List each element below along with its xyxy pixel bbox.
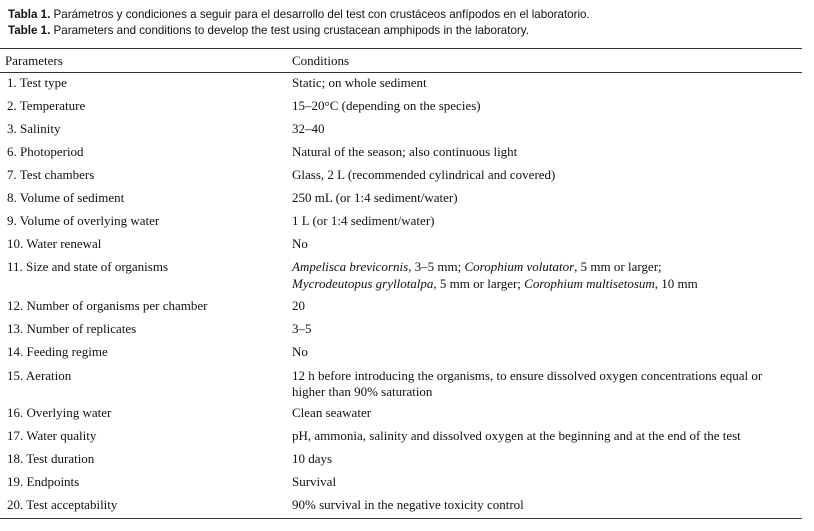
caption-english — [8, 23, 590, 39]
param-cell: 7. Test chambers — [7, 166, 95, 182]
condition-cell: Clean seawater — [292, 404, 372, 420]
caption-spanish — [8, 7, 590, 23]
param-cell: 1. Test type — [7, 75, 67, 90]
param-cell: 14. Feeding regime — [7, 344, 108, 360]
table-row — [0, 426, 802, 449]
condition-cell-organisms — [292, 257, 802, 292]
table-row — [0, 165, 802, 188]
species-name: Mycrodeutopus gryllotalpa — [292, 275, 434, 291]
species-name: Corophium multisetosum — [524, 275, 655, 291]
table-caption — [8, 7, 590, 39]
condition-cell: 20 — [292, 298, 305, 314]
caption-label-es: Tabla 1. — [8, 8, 51, 21]
species-name: Ampelisca brevicornis — [292, 259, 409, 275]
table-row — [0, 257, 802, 296]
param-cell: 12. Number of organisms per chamber — [7, 298, 208, 314]
caption-label-en: Table 1. — [8, 24, 51, 37]
condition-cell: No — [292, 344, 308, 360]
condition-cell: 90% survival in the negative toxicity control — [292, 496, 524, 512]
species-size: , 10 mm — [654, 275, 698, 291]
caption-text-en: Parameters and conditions to develop the test using crustacean amphipods in the laboratory. — [50, 24, 529, 37]
condition-line: higher than 90% saturation — [292, 384, 433, 400]
condition-cell — [292, 366, 802, 401]
condition-cell: Natural of the season; also continuous light — [292, 143, 518, 159]
table-row — [0, 342, 802, 365]
param-cell: 18. Test duration — [7, 450, 95, 466]
species-size: , 5 mm or larger; — [574, 259, 662, 275]
table-row — [0, 403, 802, 426]
condition-cell: Glass, 2 L (recommended cylindrical and covered) — [292, 166, 556, 182]
table-row — [0, 142, 802, 165]
condition-cell: 3–5 — [292, 321, 312, 337]
species-size: , 5 mm or larger; — [433, 275, 525, 291]
condition-cell: pH, ammonia, salinity and dissolved oxygen at the beginning and at the end of the test — [292, 427, 741, 443]
param-cell: 11. Size and state of organisms — [7, 259, 169, 275]
param-cell: 3. Salinity — [7, 120, 61, 136]
header-conditions: Conditions — [287, 49, 802, 73]
param-cell: 13. Number of replicates — [7, 321, 137, 337]
condition-cell: Survival — [292, 473, 337, 489]
table-header-row — [0, 49, 802, 73]
condition-cell: No — [292, 236, 308, 252]
condition-cell: 32–40 — [292, 120, 325, 136]
table-row — [0, 319, 802, 342]
param-cell: 20. Test acceptability — [7, 496, 118, 512]
table-row — [0, 211, 802, 234]
table-row — [0, 472, 802, 495]
param-cell: 16. Overlying water — [7, 404, 112, 420]
table-row — [0, 296, 802, 319]
table-row — [0, 495, 802, 518]
species-name: Corophium volutator — [464, 259, 575, 275]
param-cell: 9. Volume of overlying water — [7, 213, 160, 229]
header-parameters: Parameters — [0, 49, 287, 73]
species-size: , 3–5 mm; — [408, 259, 465, 275]
condition-cell: Static; on whole sediment — [292, 75, 427, 90]
table-row — [0, 366, 802, 403]
condition-cell: 10 days — [292, 450, 333, 466]
table-row — [0, 188, 802, 211]
caption-text-es: Parámetros y condiciones a seguir para el desarrollo del test con crustáceos anfípodos en el laboratorio. — [50, 8, 590, 21]
condition-cell: 15–20°C (depending on the species) — [292, 97, 481, 113]
param-cell: 19. Endpoints — [7, 473, 80, 489]
condition-cell: 1 L (or 1:4 sediment/water) — [292, 213, 435, 229]
param-cell: 10. Water renewal — [7, 236, 102, 252]
param-cell: 15. Aeration — [7, 367, 72, 383]
condition-line: 12 h before introducing the organisms, to ensure dissolved oxygen concentrations equal or — [292, 367, 763, 383]
param-cell: 6. Photoperiod — [7, 143, 84, 159]
condition-cell: 250 mL (or 1:4 sediment/water) — [292, 189, 458, 205]
parameters-table — [0, 48, 802, 519]
table-row — [0, 449, 802, 472]
param-cell: 17. Water quality — [7, 427, 97, 443]
param-cell: 8. Volume of sediment — [7, 189, 125, 205]
table-row — [0, 119, 802, 142]
table-row — [0, 96, 802, 119]
table-row — [0, 73, 802, 96]
param-cell: 2. Temperature — [7, 97, 86, 113]
table-row — [0, 234, 802, 257]
